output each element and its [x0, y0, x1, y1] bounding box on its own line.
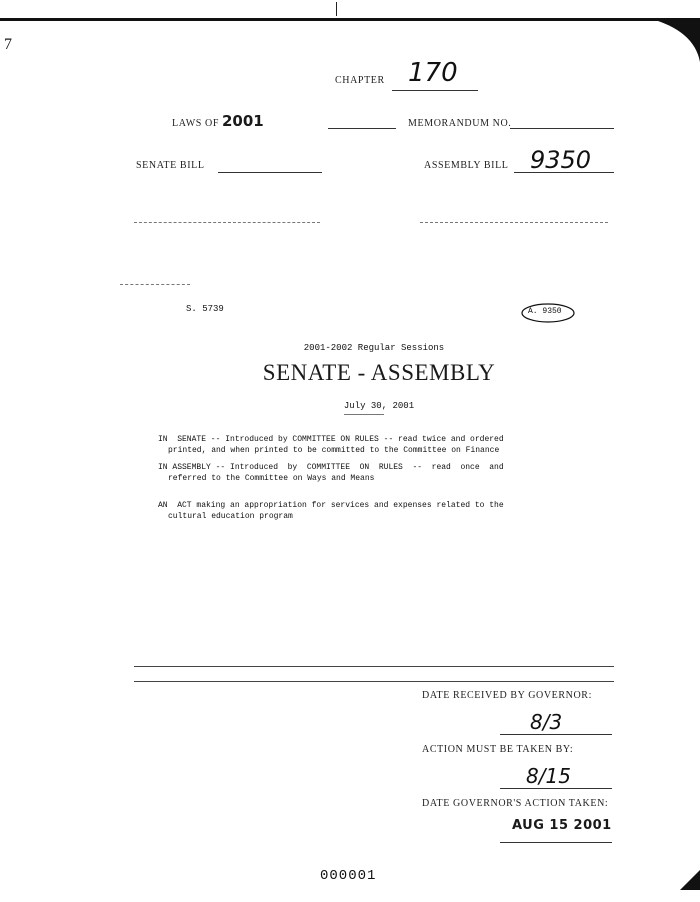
memorandum-label: MEMORANDUM NO.	[408, 118, 512, 129]
bottom-corner-mark	[680, 870, 700, 890]
assembly-bill-label: ASSEMBLY BILL	[424, 160, 509, 171]
action-by-line	[500, 788, 612, 789]
act-text-line: cultural education program	[168, 512, 293, 521]
corner-fold-mark	[648, 18, 700, 62]
date-received-value: 8/3	[530, 710, 563, 734]
blank-line-right	[420, 222, 608, 223]
action-taken-line	[500, 842, 612, 843]
date-received-label: DATE RECEIVED BY GOVERNOR:	[422, 690, 592, 701]
action-by-label: ACTION MUST BE TAKEN BY:	[422, 744, 574, 755]
page-number: 000001	[320, 868, 377, 884]
date-underline	[344, 414, 384, 415]
laws-label: LAWS OF	[172, 118, 220, 129]
date-text: July 30, 2001	[343, 401, 415, 411]
intro-senate-line: IN SENATE -- Introduced by COMMITTEE ON RULES -- read twice and ordered	[158, 435, 504, 444]
assembly-bill-value: 9350	[530, 146, 592, 174]
chapter-label: CHAPTER	[335, 75, 385, 86]
laws-line	[328, 128, 396, 129]
separator-line	[134, 666, 614, 667]
intro-senate-line: printed, and when printed to be committed to the Committee on Finance	[168, 446, 500, 455]
senate-bill-line	[218, 172, 322, 173]
blank-line-left	[134, 222, 320, 223]
act-text-line: AN ACT making an appropriation for services and expenses related to the	[158, 501, 504, 510]
senate-number: S. 5739	[186, 304, 224, 314]
top-tick	[336, 2, 337, 16]
assembly-number: A. 9350	[528, 307, 562, 316]
action-taken-stamp: AUG 15 2001	[512, 818, 612, 833]
intro-assembly-line: referred to the Committee on Ways and Means	[168, 474, 375, 483]
session-text: 2001-2002 Regular Sessions	[303, 343, 445, 353]
main-heading: SENATE - ASSEMBLY	[262, 360, 496, 385]
top-scan-bar	[0, 18, 700, 21]
memorandum-line	[510, 128, 614, 129]
date-received-line	[500, 734, 612, 735]
assembly-bill-line	[514, 172, 614, 173]
separator-line	[134, 681, 614, 682]
senate-bill-label: SENATE BILL	[136, 160, 205, 171]
chapter-value: 170	[408, 58, 458, 88]
chapter-line	[392, 90, 478, 91]
action-by-value: 8/15	[526, 764, 571, 788]
blank-line-short	[120, 284, 190, 285]
action-taken-label: DATE GOVERNOR'S ACTION TAKEN:	[422, 798, 609, 809]
page-marker: 7	[4, 36, 12, 53]
intro-assembly-line: IN ASSEMBLY -- Introduced by COMMITTEE ON RULES -- read once and	[158, 463, 504, 472]
laws-value: 2001	[222, 112, 264, 130]
